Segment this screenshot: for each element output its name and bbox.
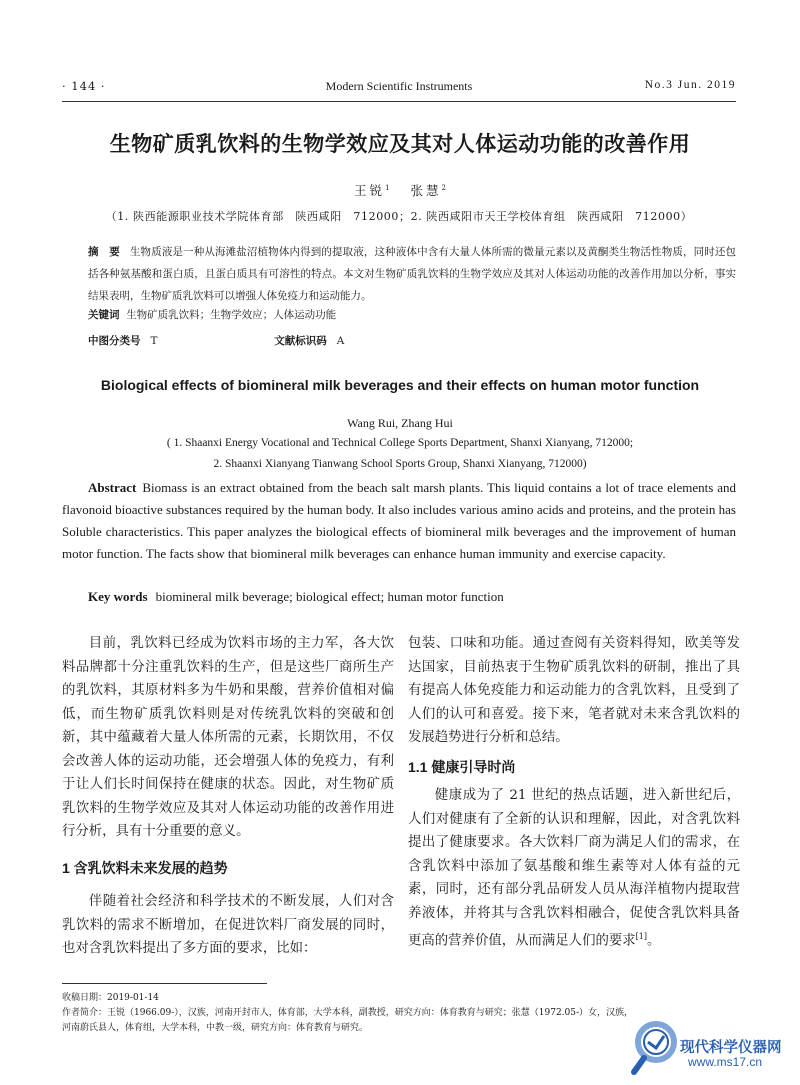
- paragraph-text: 健康成为了 21 世纪的热点话题，进入新世纪后，人们对健康有了全新的认识和理解，因此，对含乳饮料提出了健康要求。各大饮料厂商为满足人们的需求，在含乳饮料中添加了氨基酸和维生素等对人体有益的元素，同时，还有部分乳品研发人员从海洋植物内提取营养液体，并将其与含乳饮料相融合，促使含乳饮料具备更高的营养价值，从而满足人们的要求: [408, 788, 740, 949]
- page-number: · 144 ·: [62, 79, 106, 93]
- abstract-en-label: Abstract: [88, 480, 137, 495]
- paragraph-end: 。: [646, 933, 661, 949]
- keywords-en-label: Key words: [88, 589, 148, 604]
- author-2-sup: 2: [441, 183, 446, 192]
- section-heading-1: 1 含乳饮料未来发展的趋势: [62, 859, 228, 876]
- received-date: 收稿日期：2019-01-14: [62, 993, 159, 1003]
- keywords-en-text: biomineral milk beverage; biological effect; human motor function: [155, 589, 504, 604]
- body-column-right: [408, 632, 740, 953]
- article-title-en: Biological effects of biomineral milk beverages and their effects on human motor function: [100, 377, 700, 393]
- keywords-cn: [88, 307, 336, 322]
- article-title-cn: 生物矿质乳饮料的生物学效应及其对人体运动功能的改善作用: [109, 131, 691, 156]
- affiliation-cn: （1. 陕西能源职业技术学院体育部 陕西咸阳 712000；2. 陕西咸阳市天王学校体育组 陕西咸阳 712000）: [105, 210, 693, 223]
- paragraph: 包装、口味和功能。通过查阅有关资料得知，欧美等发达国家，目前热衷于生物矿质乳饮料的研制，推出了具有提高人体免疫能力和运动能力的含乳饮料，且受到了人们的认可和喜爱。接下来，笔者就对未来含乳饮料的发展趋势进行分析和总结。: [408, 636, 740, 745]
- journal-name: Modern Scientific Instruments: [325, 79, 473, 93]
- abstract-en: [62, 477, 736, 565]
- doc-code-label: 文献标识码: [274, 335, 327, 347]
- keywords-cn-text: 生物矿质乳饮料；生物学效应；人体运动功能: [126, 309, 337, 321]
- magnifier-logo-icon: [626, 1018, 686, 1078]
- paragraph: 伴随着社会经济和科学技术的不断发展，人们对含乳饮料的需求不断增加，在促进饮料厂商发展的同时，也对含乳饮料提出了多方面的要求，比如：: [62, 894, 394, 956]
- clc-value: T: [150, 335, 158, 347]
- body-column-left: [62, 632, 394, 961]
- author-1: 王锐: [354, 183, 386, 198]
- watermark: [626, 1018, 796, 1078]
- author-1-sup: 1: [385, 183, 390, 192]
- affiliation-en-2: 2. Shaanxi Xianyang Tianwang School Sports Group, Shanxi Xianyang, 712000): [213, 458, 587, 470]
- keywords-en: [88, 589, 504, 605]
- abstract-cn-text: 生物质液是一种从海滩盐沼植物体内得到的提取液，这种液体中含有大量人体所需的微量元素以及黄酮类生物活性物质，同时还包括各种氨基酸和蛋白质，且蛋白质具有可溶性的特点。本文对生物矿质乳饮料的生物学效应及其对人体运动功能的改善作用加以分析，事实结果表明，生物矿质乳饮料可以增强人体免疫力和运动能力。: [88, 246, 737, 302]
- doc-code-value: A: [336, 335, 345, 347]
- footnote-rule: [62, 983, 267, 984]
- header-rule: [62, 101, 736, 102]
- keywords-cn-label: 关键词: [88, 309, 120, 321]
- abstract-cn: [88, 241, 736, 307]
- author-2: 张慧: [410, 183, 442, 198]
- authors-cn: [0, 181, 800, 199]
- citation-ref[interactable]: [1]: [635, 932, 647, 941]
- author-bio-1: 作者简介：王锐（1966.09-），汉族，河南开封市人，体育部，大学本科，副教授，研究方向：体育教育与研究；张慧（1972.05-）女，汉族，: [62, 1008, 634, 1018]
- clc-label: 中图分类号: [88, 335, 141, 347]
- paragraph: [408, 784, 740, 953]
- abstract-en-text: Biomass is an extract obtained from the beach salt marsh plants. This liquid contains a lot of trace elements and flavonoid bioactive substances required by the human body. It also includes various amino acids and proteins, and the protein has Soluble characteristics. This paper analyzes the biological effects of biomineral milk beverages and the improvement of human motor function. The facts show that biomineral milk beverages can enhance human immunity and exercise capacity.: [62, 480, 736, 561]
- author-bio-2: 河南蔚氏县人，体育组，大学本科，中教一级，研究方向：体育教育与研究。: [62, 1023, 369, 1033]
- authors-en: Wang Rui, Zhang Hui: [347, 416, 453, 430]
- classification-line: [88, 333, 344, 348]
- abstract-cn-label: 摘 要: [88, 246, 120, 258]
- watermark-brand: 现代科学仪器网: [680, 1040, 782, 1056]
- issue-info: No.3 Jun. 2019: [644, 79, 736, 91]
- affiliation-en-1: ( 1. Shaanxi Energy Vocational and Technical College Sports Department, Shanxi Xianyang, 712000;: [166, 437, 634, 449]
- watermark-url: www.ms17.cn: [688, 1055, 763, 1069]
- paragraph: 目前，乳饮料已经成为饮料市场的主力军，各大饮料品牌都十分注重乳饮料的生产，但是这些厂商所生产的乳饮料，其原材料多为牛奶和果酸，营养价值相对偏低，而生物矿质乳饮料则是对传统乳饮料的突破和创新，其中蕴藏着大量人体所需的元素，长期饮用，不仅会改善人体的运动功能，还会增强人体的免疫力，有利于让人们长时间保持在健康的状态。因此，对生物矿质乳饮料的生物学效应及其对人体运动功能的改善作用进行分析，具有十分重要的意义。: [62, 636, 394, 839]
- section-heading-1-1: 1.1 健康引导时尚: [408, 758, 516, 775]
